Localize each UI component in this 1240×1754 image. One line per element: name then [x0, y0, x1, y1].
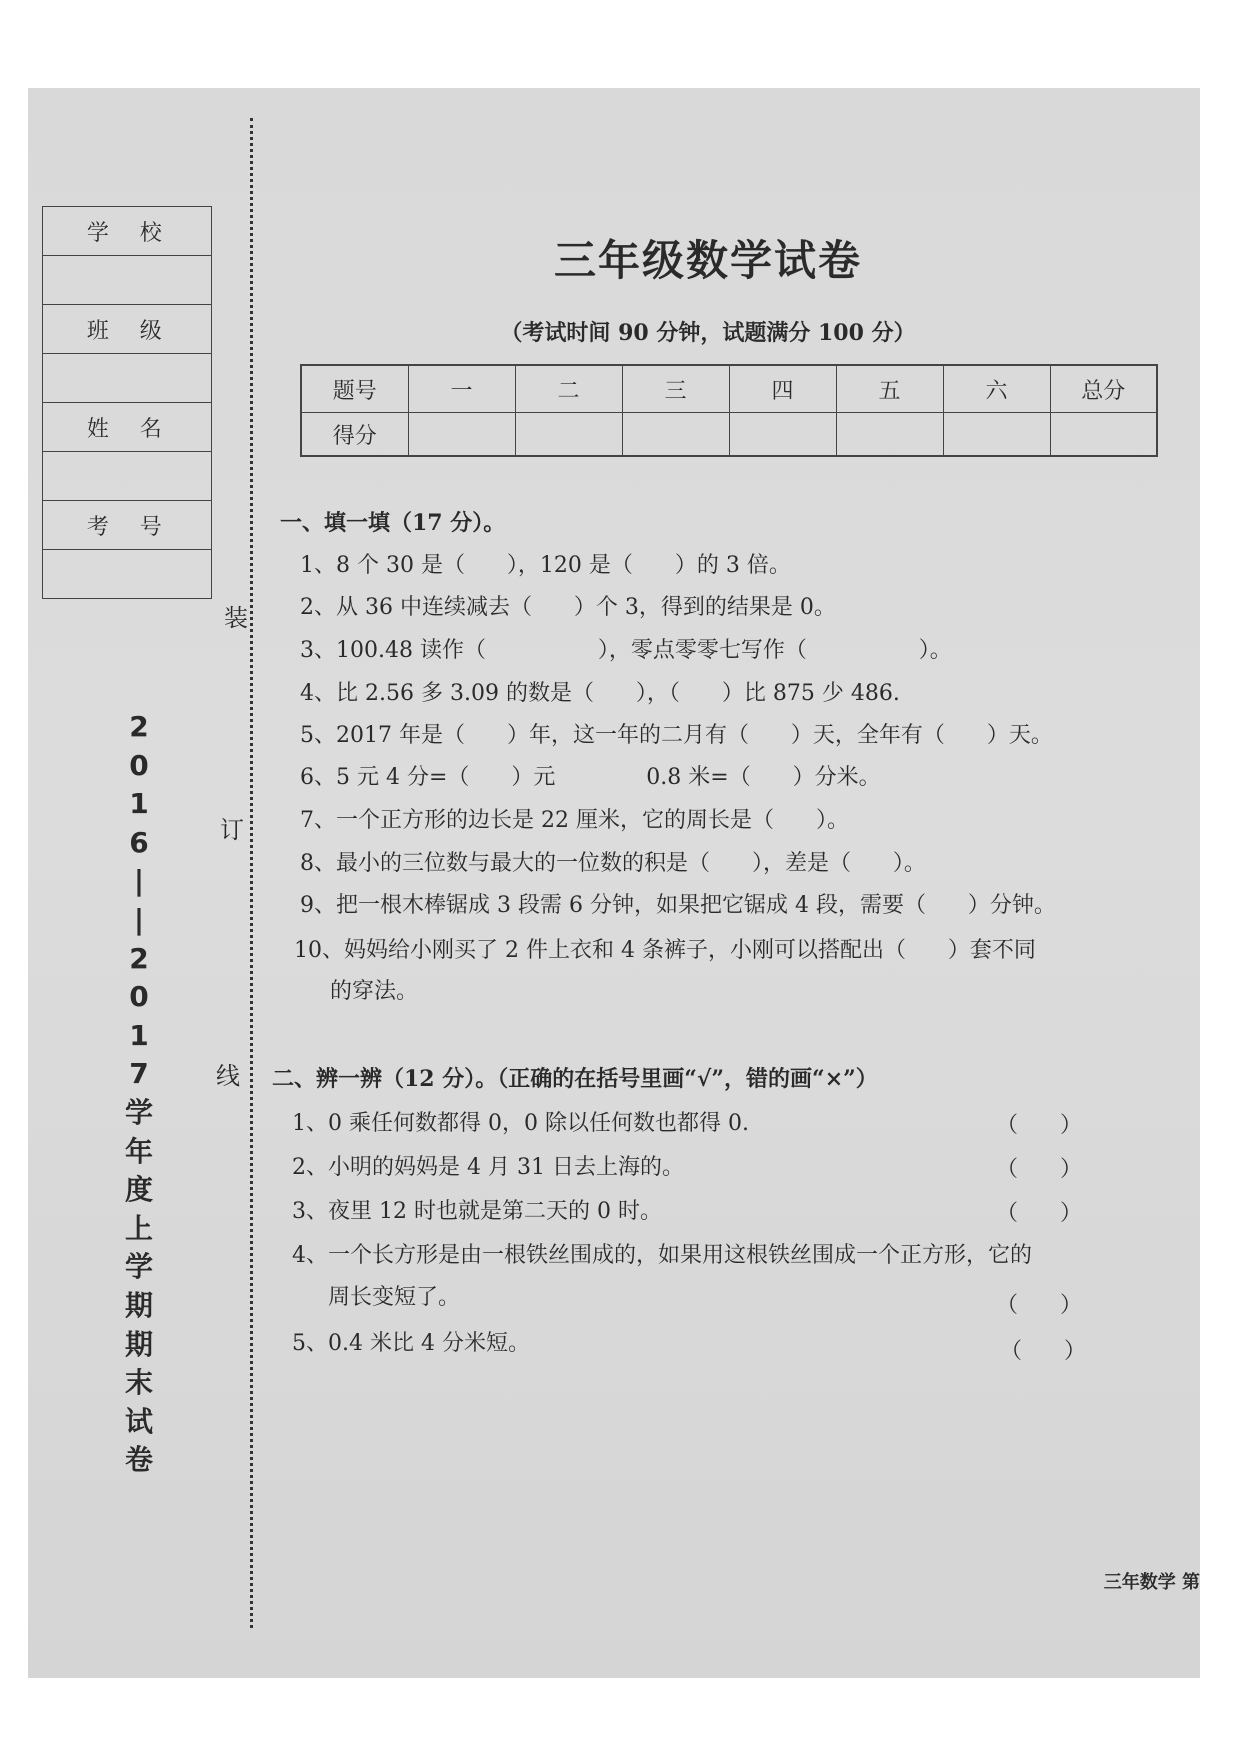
name-field[interactable]	[43, 452, 212, 501]
score-cell[interactable]	[408, 413, 515, 457]
score-table	[300, 364, 1158, 457]
score-header-cell: 六	[943, 365, 1050, 413]
year-char: 2	[129, 941, 149, 975]
section2-question: 3、夜里 12 时也就是第二天的 0 时。	[292, 1199, 662, 1224]
year-char: 度	[124, 1173, 153, 1207]
score-cell[interactable]	[515, 413, 622, 457]
score-header-cell: 四	[729, 365, 836, 413]
section2-question: 1、0 乘任何数都得 0，0 除以任何数也都得 0.	[292, 1111, 749, 1136]
section1-question: 8、最小的三位数与最大的一位数的积是（ ），差是（ ）。	[300, 851, 926, 876]
year-char: 期	[124, 1288, 153, 1322]
year-char: 0	[129, 980, 149, 1014]
year-char: 卷	[124, 1443, 153, 1477]
school-year-vertical	[114, 708, 164, 1480]
score-cell[interactable]	[836, 413, 943, 457]
year-char: 2	[129, 710, 149, 743]
student-info-table	[42, 206, 212, 599]
year-char: |	[133, 864, 145, 898]
section1-question-cont: 的穿法。	[330, 979, 419, 1004]
year-char: 学	[124, 1095, 153, 1129]
year-char: |	[133, 902, 145, 936]
section2-question-cont: 周长变短了。	[328, 1285, 461, 1310]
section1-question: 2、从 36 中连续减去（ ）个 3，得到的结果是 0。	[300, 595, 836, 620]
class-field[interactable]	[43, 354, 212, 403]
section1-question: 1、8 个 30 是（ ），120 是（ ）的 3 倍。	[300, 553, 791, 578]
year-char: 7	[129, 1057, 149, 1091]
score-cell[interactable]	[1050, 413, 1157, 457]
answer-paren[interactable]: （ ）	[996, 1293, 1082, 1318]
section1-title: 一、填一填（17 分）。	[280, 510, 506, 536]
score-header-cell: 五	[836, 365, 943, 413]
binding-mark-zhuang: 装	[224, 604, 248, 632]
year-char: 期	[124, 1327, 153, 1361]
section2-question: 2、小明的妈妈是 4 月 31 日去上海的。	[292, 1155, 684, 1180]
year-char: 末	[124, 1366, 153, 1400]
answer-paren[interactable]: （ ）	[996, 1113, 1082, 1138]
year-char: 6	[129, 825, 149, 859]
score-cell[interactable]	[622, 413, 729, 457]
name-label: 姓名	[43, 403, 212, 452]
year-char: 上	[124, 1211, 153, 1245]
score-row-label: 得分	[301, 413, 408, 457]
answer-paren[interactable]: （ ）	[996, 1201, 1082, 1226]
score-header-cell: 二	[515, 365, 622, 413]
section1-question: 4、比 2.56 多 3.09 的数是（ ），（ ）比 875 少 486.	[300, 681, 900, 706]
binding-dotted-line	[250, 118, 253, 1628]
score-header-cell: 题号	[301, 365, 408, 413]
exam-title: 三年级数学试卷	[553, 236, 862, 285]
year-char: 1	[129, 787, 149, 821]
answer-paren[interactable]: （ ）	[1000, 1339, 1086, 1364]
answer-paren[interactable]: （ ）	[996, 1157, 1082, 1182]
section1-question: 3、100.48 读作（ ），零点零零七写作（ ）。	[300, 638, 952, 663]
score-header-cell: 三	[622, 365, 729, 413]
year-char: 试	[124, 1404, 153, 1438]
exam-paper	[28, 88, 1200, 1678]
binding-mark-xian: 线	[216, 1062, 240, 1090]
score-header-cell: 一	[408, 365, 515, 413]
score-cell[interactable]	[943, 413, 1050, 457]
year-char: 学	[124, 1250, 153, 1284]
school-label: 学校	[43, 207, 212, 256]
year-char: 0	[129, 748, 149, 782]
page-footer: 三年数学 第	[1103, 1572, 1200, 1593]
class-label: 班级	[43, 305, 212, 354]
section2-question: 5、0.4 米比 4 分米短。	[292, 1331, 530, 1356]
exam-number-field[interactable]	[43, 550, 212, 599]
section1-question: 6、5 元 4 分=（ ）元 0.8 米=（ ）分米。	[300, 765, 881, 790]
exam-number-label: 考号	[43, 501, 212, 550]
section1-question: 10、妈妈给小刚买了 2 件上衣和 4 条裤子，小刚可以搭配出（ ）套不同	[294, 938, 1036, 963]
section1-question: 5、2017 年是（ ）年，这一年的二月有（ ）天，全年有（ ）天。	[300, 723, 1053, 748]
section2-title: 二、辨一辨（12 分）。（正确的在括号里画“√”，错的画“×”）	[272, 1066, 878, 1092]
score-cell[interactable]	[729, 413, 836, 457]
binding-mark-ding: 订	[220, 816, 244, 844]
school-field[interactable]	[43, 256, 212, 305]
score-header-cell: 总分	[1050, 365, 1157, 413]
year-char: 1	[129, 1018, 149, 1052]
year-char: 年	[124, 1134, 153, 1168]
section2-question: 4、一个长方形是由一根铁丝围成的，如果用这根铁丝围成一个正方形，它的	[292, 1243, 1032, 1268]
section1-question: 9、把一根木棒锯成 3 段需 6 分钟，如果把它锯成 4 段，需要（ ）分钟。	[300, 893, 1056, 918]
section1-question: 7、一个正方形的边长是 22 厘米，它的周长是（ ）。	[300, 808, 849, 833]
exam-subtitle: （考试时间 90 分钟，试题满分 100 分）	[500, 320, 916, 346]
